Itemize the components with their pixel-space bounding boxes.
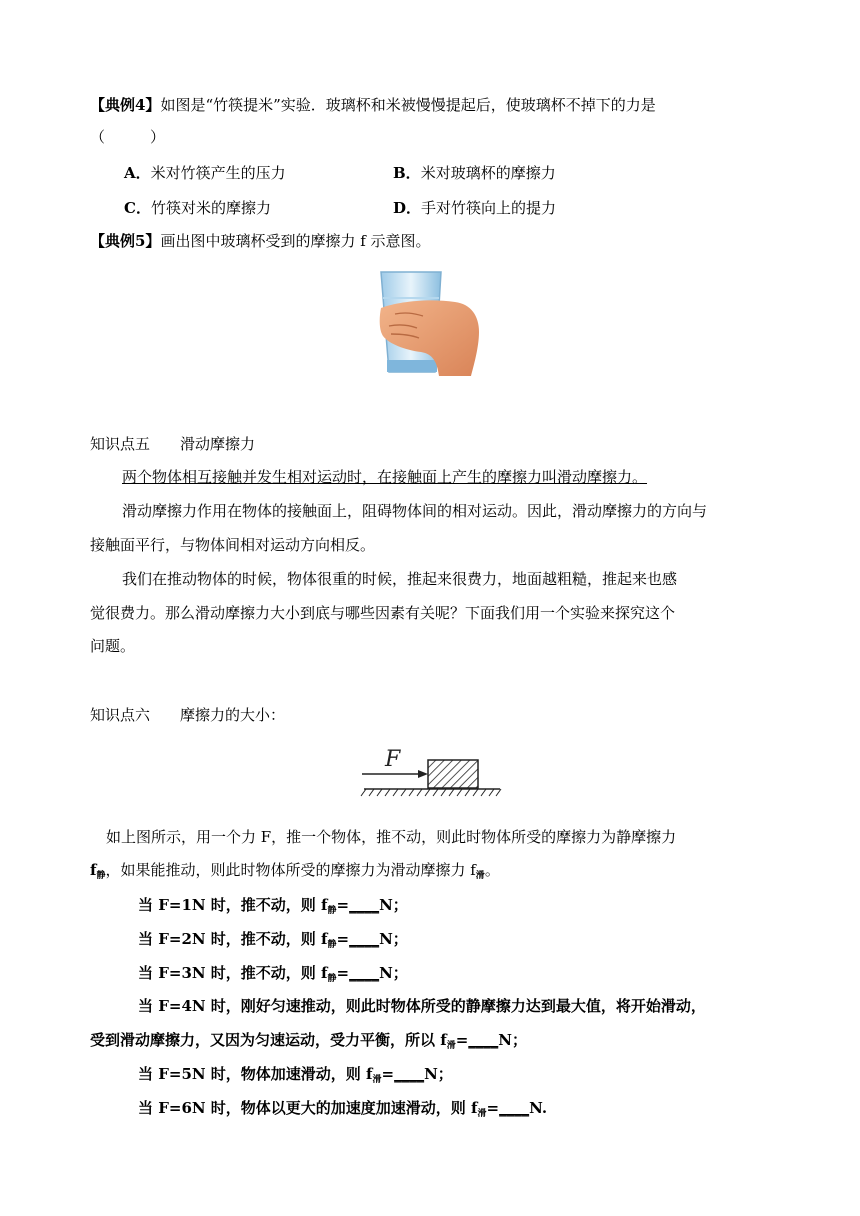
- glass-hand-image: [375, 268, 483, 378]
- point5-heading: 知识点五 滑动摩擦力: [90, 435, 256, 453]
- example5-text: 画出图中玻璃杯受到的摩擦力 f 示意图。: [160, 232, 431, 250]
- intro-line2-end: 。: [484, 861, 500, 879]
- item-f6: [138, 1098, 547, 1124]
- item-f2-unit: N；: [379, 930, 408, 948]
- option-a: [124, 163, 286, 183]
- item-f5-unit: N；: [424, 1065, 453, 1083]
- example5-question: [90, 231, 431, 251]
- item-f3: [138, 963, 408, 989]
- item-f1-unit: N；: [379, 896, 408, 914]
- item-f4-line2: [90, 1030, 527, 1056]
- item-f2-text: 当 F=2N 时，推不动，则 f: [138, 930, 328, 948]
- item-f3-unit: N；: [379, 964, 408, 982]
- point5-para2-line1: 我们在推动物体的时候，物体很重的时候，推起来很费力，地面越粗糙，推起来也感: [122, 570, 678, 588]
- item-f2-eq: =: [336, 930, 350, 948]
- point5-definition: 两个物体相互接触并发生相对运动时，在接触面上产生的摩擦力叫滑动摩擦力。: [122, 468, 648, 486]
- example4-text: 如图是“竹筷提米”实验．玻璃杯和米被慢慢提起后，使玻璃杯不掉下的力是: [160, 96, 656, 114]
- option-b-letter: B．: [393, 164, 421, 182]
- option-d: [393, 198, 556, 218]
- option-a-text: 米对竹筷产生的压力: [150, 164, 286, 182]
- item-f1-text: 当 F=1N 时，推不动，则 f: [138, 896, 328, 914]
- option-d-text: 手对竹筷向上的提力: [421, 199, 557, 217]
- item-f4-eq: =: [455, 1031, 469, 1049]
- item-f6-text: 当 F=6N 时，物体以更大的加速度加速滑动，则 f: [138, 1099, 478, 1117]
- example4-answer-paren: （ ）: [90, 128, 166, 146]
- item-f4-unit: N；: [498, 1031, 527, 1049]
- item-f4-blank: ____: [468, 1031, 499, 1049]
- item-f1: [138, 895, 408, 921]
- item-f5: [138, 1064, 453, 1090]
- item-f6-eq: =: [486, 1099, 500, 1117]
- option-c: [124, 198, 271, 218]
- item-f3-eq: =: [336, 964, 350, 982]
- item-f4-line1: 当 F=4N 时，刚好匀速推动，则此时物体所受的静摩擦力达到最大值，将开始滑动，: [138, 997, 706, 1015]
- point5-para2-line2: 觉很费力。那么滑动摩擦力大小到底与哪些因素有关呢？下面我们用一个实验来探究这个: [90, 604, 676, 622]
- item-f4-sub: 滑: [446, 1041, 456, 1051]
- point6-heading: 知识点六 摩擦力的大小：: [90, 706, 286, 724]
- item-f6-unit: N.: [529, 1099, 548, 1117]
- item-f3-blank: ____: [349, 964, 380, 982]
- point6-intro-line2: [90, 860, 500, 886]
- item-f6-sub: 滑: [477, 1109, 487, 1119]
- item-f3-text: 当 F=3N 时，推不动，则 f: [138, 964, 328, 982]
- item-f3-sub: 静: [327, 974, 337, 984]
- item-f5-sub: 滑: [372, 1075, 382, 1085]
- option-c-letter: C．: [124, 199, 151, 217]
- item-f5-eq: =: [381, 1065, 395, 1083]
- f-sliding-subscript: 滑: [475, 871, 485, 881]
- option-b-text: 米对玻璃杯的摩擦力: [420, 164, 556, 182]
- item-f1-blank: ____: [349, 896, 380, 914]
- point5-para1-line1: 滑动摩擦力作用在物体的接触面上，阻碍物体间的相对运动。因此，滑动摩擦力的方向与: [122, 502, 708, 520]
- item-f1-sub: 静: [327, 906, 337, 916]
- intro-line2-text: ，如果能推动，则此时物体所受的摩擦力为滑动摩擦力 f: [105, 861, 476, 879]
- point5-para1-line2: 接触面平行，与物体间相对运动方向相反。: [90, 536, 376, 554]
- example4-question: [90, 95, 656, 115]
- item-f4-text: 受到滑动摩擦力，又因为匀速运动，受力平衡，所以 f: [90, 1031, 447, 1049]
- item-f2: [138, 929, 408, 955]
- option-d-letter: D．: [393, 199, 422, 217]
- option-c-text: 竹筷对米的摩擦力: [150, 199, 271, 217]
- item-f1-eq: =: [336, 896, 350, 914]
- option-a-letter: A．: [124, 164, 151, 182]
- point5-para2-line3: 问题。: [90, 637, 136, 655]
- item-f6-blank: ____: [499, 1099, 530, 1117]
- option-b: [393, 163, 556, 183]
- point6-intro-line1: 如上图所示，用一个力 F，推一个物体，推不动，则此时物体所受的摩擦力为静摩擦力: [106, 828, 677, 846]
- example5-label: 【典例5】: [90, 232, 161, 250]
- item-f5-blank: ____: [394, 1065, 425, 1083]
- example4-label: 【典例4】: [90, 96, 161, 114]
- f-static-symbol: f: [90, 861, 97, 879]
- f-static-subscript: 静: [96, 871, 106, 881]
- force-label: F: [385, 747, 401, 772]
- item-f5-text: 当 F=5N 时，物体加速滑动，则 f: [138, 1065, 373, 1083]
- force-block-diagram: [360, 742, 502, 800]
- item-f2-blank: ____: [349, 930, 380, 948]
- item-f2-sub: 静: [327, 940, 337, 950]
